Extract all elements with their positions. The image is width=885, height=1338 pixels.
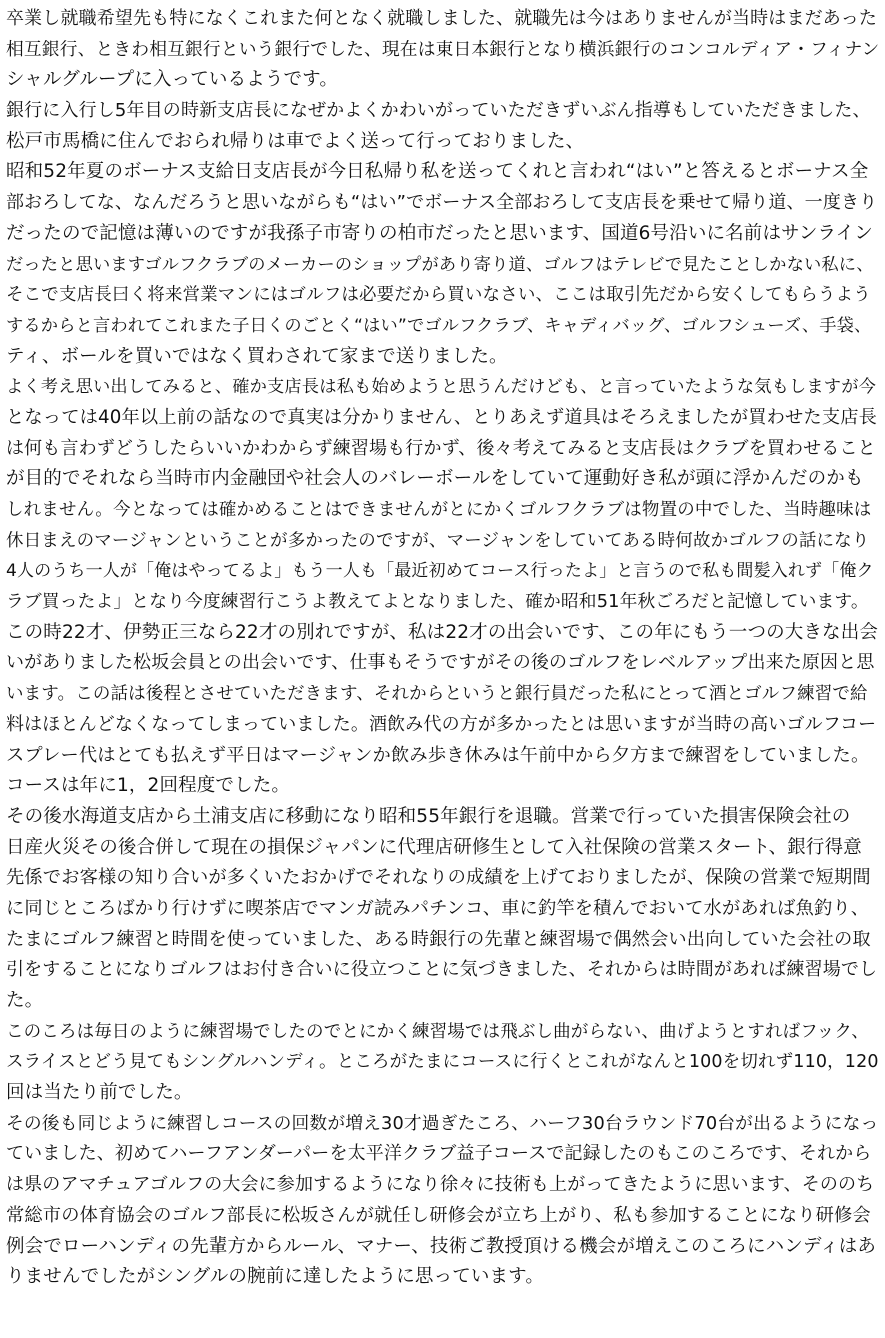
text-line: 銀行に入行し5年目の時新支店長になぜかよくかわいがっていただきずいぶん指導もしていただきました、 xyxy=(6,100,871,122)
text-line: だったと思いますゴルフクラブのメーカーのショップがあり寄り道、ゴルフはテレビで見たことしかない私に、 xyxy=(6,254,874,275)
text-line: ていました、初めてハーフアンダーパーを太平洋クラブ益子コースで記録したのもこのころです、それから xyxy=(6,1143,872,1165)
text-line: シャルグループに入っているようです。 xyxy=(6,69,339,91)
text-line: 昭和52年夏のボーナス支給日支店長が今日私帰り私を送ってくれと言われ“はい”と答えるとボーナス全 xyxy=(6,161,869,183)
text-line: よく考え思い出してみると、確か支店長は私も始めようと思うんだけども、と言っていたような気もしますが今 xyxy=(6,377,877,398)
text-line: 引をすることになりゴルフはお付き合いに役立つことに気づきました、それからは時間があれば練習場でし xyxy=(6,959,878,981)
text-line: このころは毎日のように練習場でしたのでとにかく練習場では飛ぶし曲がらない、曲げようとすればフック、 xyxy=(6,1021,869,1042)
text-line: となっては40年以上前の話なので真実は分かりません、とりあえず道具はそろえましたが買わせた支店長 xyxy=(6,406,878,428)
text-line: 例会でローハンディの先輩方からルール、マナー、技術ご教授頂ける機会が増えこのころにハンディはあ xyxy=(6,1235,877,1257)
text-line: 相互銀行、ときわ相互銀行という銀行でした、現在は東日本銀行となり横浜銀行のコンコルディア・フィナン xyxy=(6,39,879,60)
text-line: 先係でお客様の知り合いが多くいたおかげでそれなりの成績を上げておりましたが、保険の営業で短期間 xyxy=(6,867,871,889)
text-line: 休日まえのマージャンということが多かったのですが、マージャンをしていてある時何故かゴルフの話になり xyxy=(6,530,870,551)
text-line: この時22才、伊勢正三なら22才の別れですが、私は22才の出会いです、この年にもう一つの大きな出会 xyxy=(6,621,878,643)
text-line: が目的でそれなら当時市内金融団や社会人のバレーボールをしていて運動好き私が頭に浮かんだのかも xyxy=(6,468,864,490)
text-line: 料はほとんどなくなってしまっていました。酒飲み代の方が多かったとは思いますが当時の高いゴルフコー xyxy=(6,713,877,735)
text-line: ティ、ボールを買いではなく買わされて家まで送りました。 xyxy=(6,345,508,367)
text-line: は県のアマチュアゴルフの大会に参加するようになり徐々に技術も上がってきたように思います、そののち xyxy=(6,1174,875,1196)
text-line: しれません。今となっては確かめることはできませんがとにかくゴルフクラブは物置の中でした、当時趣味は xyxy=(6,500,872,520)
text-line: その後水海道支店から土浦支店に移動になり昭和55年銀行を退職。営業で行っていた損害保険会社の xyxy=(6,805,851,827)
text-line: いがありました松坂会員との出会いです、仕事もそうですがその後のゴルフをレベルアップ出来た原因と思 xyxy=(6,652,875,674)
text-line: だったので記憶は薄いのですが我孫子市寄りの柏市だったと思います、国道6号沿いに名前はサンライン xyxy=(6,222,873,244)
text-line: 常総市の体育協会のゴルフ部長に松坂さんが就任し研修会が立ち上がり、私も参加することになり研修会 xyxy=(6,1204,871,1226)
text-line: 松戸市馬橋に住んでおられ帰りは車でよく送って行っておりました、 xyxy=(6,130,585,152)
text-line: スライスとどう見てもシングルハンディ。ところがたまにコースに行くとこれがなんと100を切れず110，120 xyxy=(6,1052,879,1073)
text-line: 卒業し就職希望先も特になくこれまた何となく就職しました、就職先は今はありませんが当時はまだあった xyxy=(6,8,878,29)
text-line: は何も言わずどうしたらいいかわからず練習場も行かず、後々考えてみると支店長はクラブを買わせること xyxy=(6,437,876,459)
text-line: 4人のうち一人が「俺はやってるよ」もう一人も「最近初めてコース行ったよ」と言うので私も間髪入れず「俺ク xyxy=(6,561,874,582)
document-body xyxy=(6,4,879,1293)
text-line: 部おろしてな、なんだろうと思いながらも“はい”でボーナス全部おろして支店長を乗せて帰り道、一度きり xyxy=(6,192,878,214)
text-line: スプレー代はとても払えず平日はマージャンか飲み歩き休みは午前中から夕方まで練習をしていました。 xyxy=(6,744,870,766)
text-line: りませんでしたがシングルの腕前に達したように思っています。 xyxy=(6,1266,544,1288)
text-line: に同じところばかり行けずに喫茶店でマンガ読みパチンコ、車に釣竿を積んでおいて水があれば魚釣り、 xyxy=(6,897,870,919)
text-line: 日産火災その後合併して現在の損保ジャパンに代理店研修生として入社保険の営業スタート、銀行得意 xyxy=(6,836,862,858)
text-line: その後も同じように練習しコースの回数が増え30才過ぎたころ、ハーフ30台ラウンド70台が出るようになっ xyxy=(6,1113,879,1134)
text-line: た。 xyxy=(6,990,44,1011)
text-line: するからと言われてこれまた子日くのごとく“はい”でゴルフクラブ、キャディバッグ、ゴルフシューズ、手袋、 xyxy=(6,315,872,336)
text-line: ラブ買ったよ」となり今度練習行こうよ教えてよとなりました、確か昭和51年秋ごろだと記憶しています。 xyxy=(6,592,869,613)
text-line: たまにゴルフ練習と時間を使っていました、ある時銀行の先輩と練習場で偶然会い出向していた会社の取 xyxy=(6,928,871,950)
text-line: います。この話は後程とさせていただきます、それからというと銀行員だった私にとって酒とゴルフ練習で給 xyxy=(6,684,868,705)
text-line: コースは年に1，2回程度でした。 xyxy=(6,775,291,797)
text-line: そこで支店長曰く将来営業マンにはゴルフは必要だから買いなさい、ここは取引先だから安くしてもらうよう xyxy=(6,285,871,306)
text-line: 回は当たり前でした。 xyxy=(6,1082,193,1104)
